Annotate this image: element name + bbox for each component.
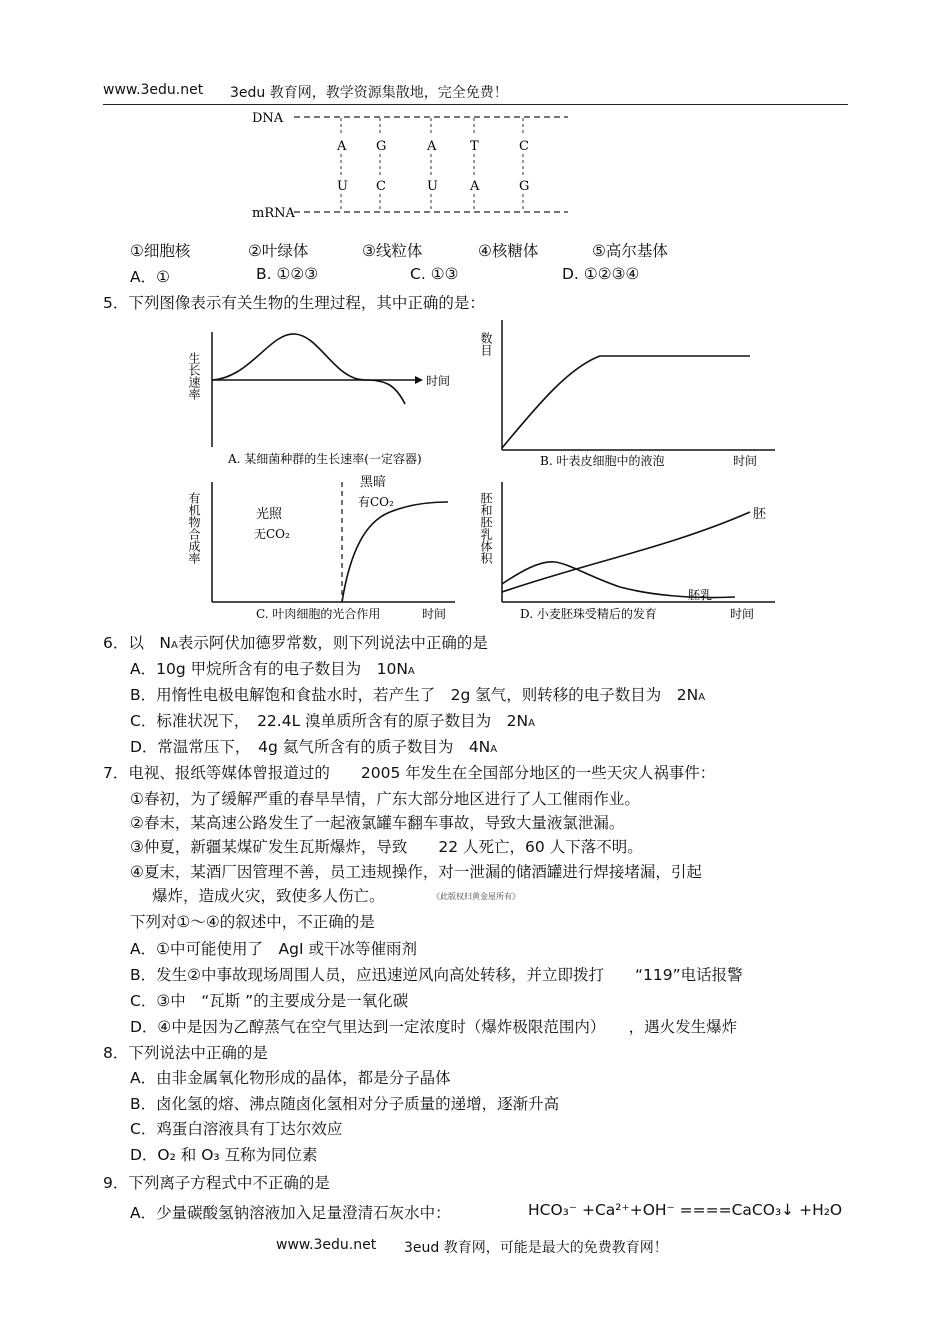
q4-option-a: A．① bbox=[130, 268, 171, 286]
mrna-base: G bbox=[519, 179, 530, 194]
q7-stem: 7．电视、报纸等媒体曾报道过的 2005 年发生在全国部分地区的一些天灾人祸事件： bbox=[103, 764, 716, 782]
panel-b-curve bbox=[502, 356, 750, 448]
q7-option-d: D．④中是因为乙醇蒸气在空气里达到一定浓度时（爆炸极限范围内） ，遇火发生爆炸 bbox=[130, 1018, 738, 1036]
header-tagline: 3edu 教育网，教学资源集散地，完全免费！ bbox=[230, 85, 508, 101]
mrna-base: A bbox=[470, 179, 480, 194]
q6-option-c: C．标准状况下， 22.4L 溴单质所含有的原子数目为 2NA bbox=[130, 712, 535, 730]
q8-stem: 8．下列说法中正确的是 bbox=[103, 1044, 268, 1062]
q5-stem: 5．下列图像表示有关生物的生理过程，其中正确的是： bbox=[103, 294, 485, 312]
dna-base: A bbox=[337, 139, 347, 154]
q9-stem: 9．下列离子方程式中不正确的是 bbox=[103, 1174, 330, 1192]
mrna-label: mRNA bbox=[252, 206, 295, 221]
q7-option-a: A．①中可能使用了 AgI 或干冰等催雨剂 bbox=[130, 940, 417, 958]
q4-option-c: C. ①③ bbox=[410, 265, 459, 283]
q8-option-d: D．O₂ 和 O₃ 互称为同位素 bbox=[130, 1146, 318, 1164]
panel-a-curve bbox=[212, 334, 405, 404]
dna-base: T bbox=[470, 139, 479, 154]
q7-event-4: ④夏末，某酒厂因管理不善，员工违规操作，对一泄漏的储酒罐进行焊接堵漏，引起 bbox=[130, 863, 702, 881]
header-site: www.3edu.net bbox=[103, 82, 204, 98]
panel-b bbox=[479, 320, 775, 468]
q8-option-c: C．鸡蛋白溶液具有丁达尔效应 bbox=[130, 1120, 343, 1138]
panel-b-ylabel: 数目 bbox=[479, 332, 493, 356]
dna-base: G bbox=[376, 139, 387, 154]
panel-a-ylabel: 生长速率 bbox=[187, 352, 201, 400]
panel-d-curve-embryo bbox=[502, 512, 750, 592]
panel-c-left-note1: 光照 bbox=[256, 507, 283, 522]
q6-option-b: B．用惰性电极电解饱和食盐水时，若产生了 2g 氢气，则转移的电子数目为 2NA bbox=[130, 686, 706, 704]
q4-choice-2: ②叶绿体 bbox=[248, 242, 309, 260]
q5-figure bbox=[187, 312, 775, 624]
q7-option-c: C．③中 “瓦斯 ”的主要成分是一氧化碳 bbox=[130, 992, 409, 1010]
q4-choice-4: ④核糖体 bbox=[478, 242, 539, 260]
panel-d-xlabel: 时间 bbox=[730, 607, 755, 621]
q7-sub-stem: 下列对①～④的叙述中，不正确的是 bbox=[130, 913, 375, 931]
mrna-base: U bbox=[337, 179, 348, 194]
panel-d-caption: D. 小麦胚珠受精后的发育 bbox=[520, 607, 657, 621]
panel-a bbox=[187, 332, 450, 466]
q4-choice-5: ⑤高尔基体 bbox=[592, 242, 668, 260]
mrna-base: U bbox=[427, 179, 438, 194]
panel-a-caption: A. 某细菌种群的生长速率(一定容器) bbox=[228, 452, 422, 466]
q8-option-b: B．卤化氢的熔、沸点随卤化氢相对分子质量的递增，逐渐升高 bbox=[130, 1095, 560, 1113]
panel-c bbox=[187, 474, 455, 621]
footer-site: www.3edu.net bbox=[276, 1237, 377, 1253]
watermark: 《此版权归黄金屋所有》 bbox=[432, 892, 520, 901]
panel-d-curve1-label: 胚 bbox=[753, 507, 767, 522]
q6-option-a: A．10g 甲烷所含有的电子数目为 10NA bbox=[130, 660, 415, 678]
dna-mrna-figure bbox=[248, 106, 578, 224]
q6-option-d: D．常温常压下， 4g 氦气所含有的质子数目为 4NA bbox=[130, 738, 498, 756]
panel-d bbox=[479, 482, 775, 621]
header-rule bbox=[103, 104, 848, 105]
panel-c-curve bbox=[342, 502, 448, 602]
mrna-base: C bbox=[376, 179, 386, 194]
dna-base: A bbox=[427, 139, 437, 154]
q4-option-d: D. ①②③④ bbox=[562, 265, 640, 283]
dna-base: C bbox=[519, 139, 529, 154]
q9-option-a-equation: HCO₃⁻ +Ca²⁺+OH⁻ ====CaCO₃↓ +H₂O bbox=[528, 1201, 843, 1219]
panel-a-xlabel: 时间 bbox=[426, 374, 451, 388]
footer-tagline: 3eud 教育网，可能是最大的免费教育网！ bbox=[404, 1240, 668, 1256]
panel-c-xlabel: 时间 bbox=[422, 607, 447, 621]
q7-event-4-cont: 爆炸，造成火灾，致使多人伤亡。 bbox=[152, 887, 385, 905]
panel-b-caption: B. 叶表皮细胞中的液泡 bbox=[540, 454, 665, 468]
panel-c-left-note2: 无CO₂ bbox=[254, 527, 290, 541]
panel-d-curve2-label: 胚乳 bbox=[688, 588, 713, 602]
panel-b-xlabel: 时间 bbox=[733, 454, 758, 468]
panel-c-right-note1: 黑暗 bbox=[360, 475, 387, 490]
q7-event-2: ②春末，某高速公路发生了一起液氯罐车翻车事故，导致大量液氯泄漏。 bbox=[130, 814, 625, 832]
q7-event-1: ①春初，为了缓解严重的春旱旱情，广东大部分地区进行了人工催雨作业。 bbox=[130, 790, 640, 808]
q7-event-3: ③仲夏，新疆某煤矿发生瓦斯爆炸，导致 22 人死亡，60 人下落不明。 bbox=[130, 838, 643, 856]
panel-d-ylabel: 胚和胚乳体积 bbox=[479, 492, 493, 564]
q6-stem: 6．以 NA表示阿伏加德罗常数，则下列说法中正确的是 bbox=[103, 634, 488, 652]
q4-choice-1: ①细胞核 bbox=[130, 242, 191, 260]
q4-option-b: B. ①②③ bbox=[256, 265, 319, 283]
q7-option-b: B．发生②中事故现场周围人员，应迅速逆风向高处转移，并立即拨打 “119”电话报警 bbox=[130, 966, 743, 984]
panel-c-ylabel: 有机物合成率 bbox=[187, 492, 201, 564]
panel-c-right-note2: 有CO₂ bbox=[358, 495, 394, 509]
dna-label: DNA bbox=[252, 111, 284, 126]
q8-option-a: A．由非金属氧化物形成的晶体，都是分子晶体 bbox=[130, 1069, 451, 1087]
q4-choice-3: ③线粒体 bbox=[362, 242, 423, 260]
panel-c-caption: C. 叶肉细胞的光合作用 bbox=[256, 607, 381, 621]
q9-option-a-text: A．少量碳酸氢钠溶液加入足量澄清石灰水中： bbox=[130, 1204, 451, 1222]
